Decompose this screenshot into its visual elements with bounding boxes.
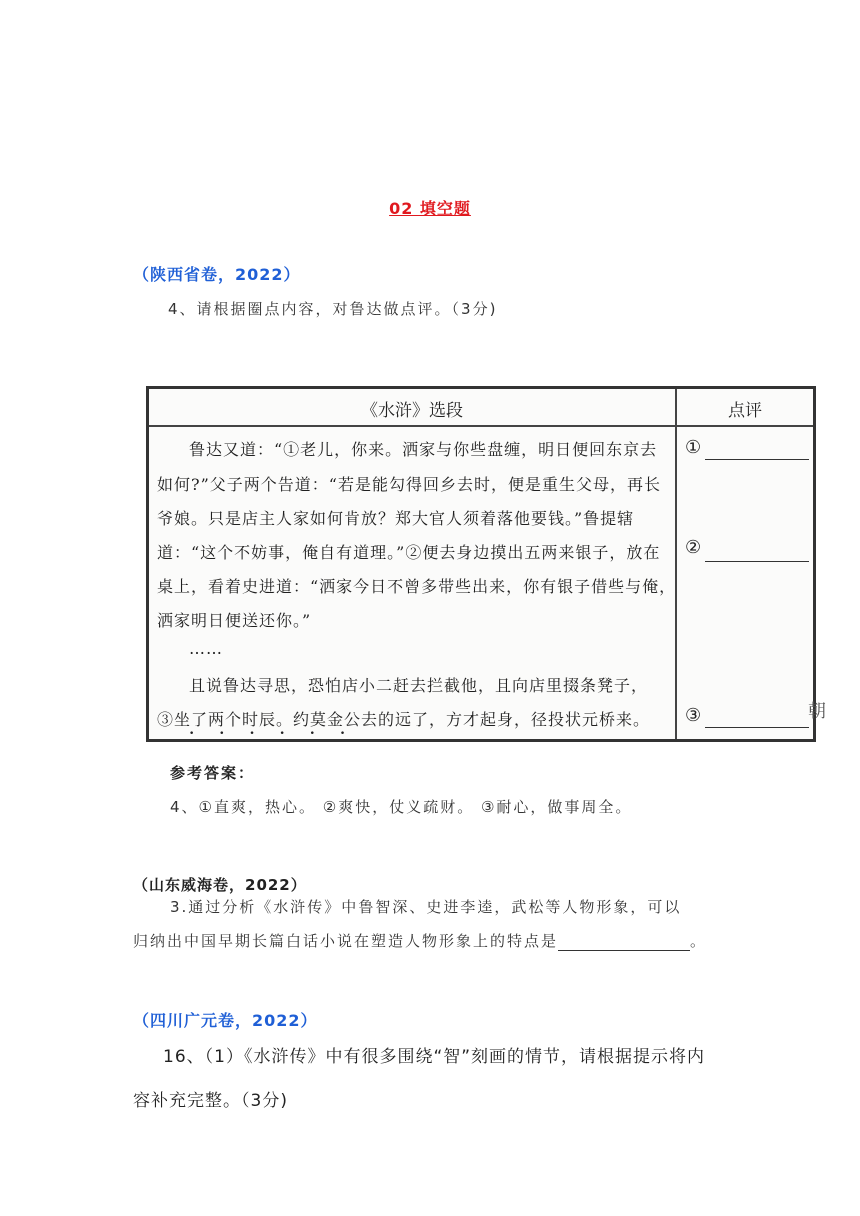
excerpt-line: 道：“这个不妨事，俺自有道理。”②便去身边摸出五两来银子，放在	[157, 543, 661, 562]
excerpt-line: ……	[189, 639, 223, 658]
table-divider	[675, 389, 677, 739]
excerpt-line: 洒家明日便送还你。”	[157, 611, 312, 630]
edge-mark: 朝	[808, 701, 826, 722]
question-3-text: 归纳出中国早期长篇白话小说在塑造人物形象上的特点是	[133, 932, 559, 950]
question-4: 4、请根据圈点内容，对鲁达做点评。（3分)	[168, 300, 498, 318]
answer-text: 4、①直爽，热心。 ②爽快，仗义疏财。 ③耐心，做事周全。	[170, 798, 633, 816]
question-16-line1: 16、（1）《水浒传》中有很多围绕“智”刻画的情节，请根据提示将内	[163, 1047, 706, 1067]
section-title: 02 填空题	[389, 199, 471, 218]
comment-mark-1: ①	[685, 437, 702, 458]
comment-blank-1[interactable]	[705, 459, 809, 460]
excerpt-line: ③坐了两个时辰。约莫金公去的远了，方才起身，径投状元桥来。	[157, 710, 651, 729]
answer-label: 参考答案：	[170, 764, 256, 782]
table-header-comment: 点评	[728, 401, 762, 421]
excerpt-line: 爷娘。只是店主人家如何肯放？郑大官人须着落他要钱。”鲁提辖	[157, 509, 635, 528]
question-16-line2: 容补充完整。（3分)	[133, 1091, 288, 1111]
comment-blank-2[interactable]	[705, 561, 809, 562]
source-weihai: （山东威海卷，2022）	[133, 876, 307, 894]
answer-blank[interactable]	[558, 934, 690, 951]
excerpt-table	[146, 386, 816, 742]
excerpt-line: 桌上，看着史进道：“洒家今日不曾多带些出来，你有银子借些与俺，	[157, 577, 677, 596]
comment-mark-3: ③	[685, 705, 702, 726]
question-3-line1: 3.通过分析《水浒传》中鲁智深、史进李逵，武松等人物形象，可以	[170, 898, 682, 916]
comment-mark-2: ②	[685, 537, 702, 558]
table-header-excerpt: 《水浒》选段	[361, 401, 463, 421]
question-3-line2	[133, 930, 707, 951]
comment-blank-3[interactable]	[705, 727, 809, 728]
question-3-end: 。	[690, 932, 708, 950]
excerpt-line: 如何?”父子两个告道：“若是能勾得回乡去时，便是重生父母，再长	[157, 475, 661, 494]
excerpt-line: 且说鲁达寻思，恐怕店小二赶去拦截他，且向店里掇条凳子，	[189, 676, 649, 695]
emphasis-dots: • • • • • •	[189, 729, 357, 739]
excerpt-line: 鲁达又道：“①老儿，你来。洒家与你些盘缠，明日便回东京去	[189, 440, 658, 459]
source-shaanxi: （陕西省卷，2022）	[133, 265, 301, 284]
source-guangyuan: （四川广元卷，2022）	[133, 1011, 318, 1030]
